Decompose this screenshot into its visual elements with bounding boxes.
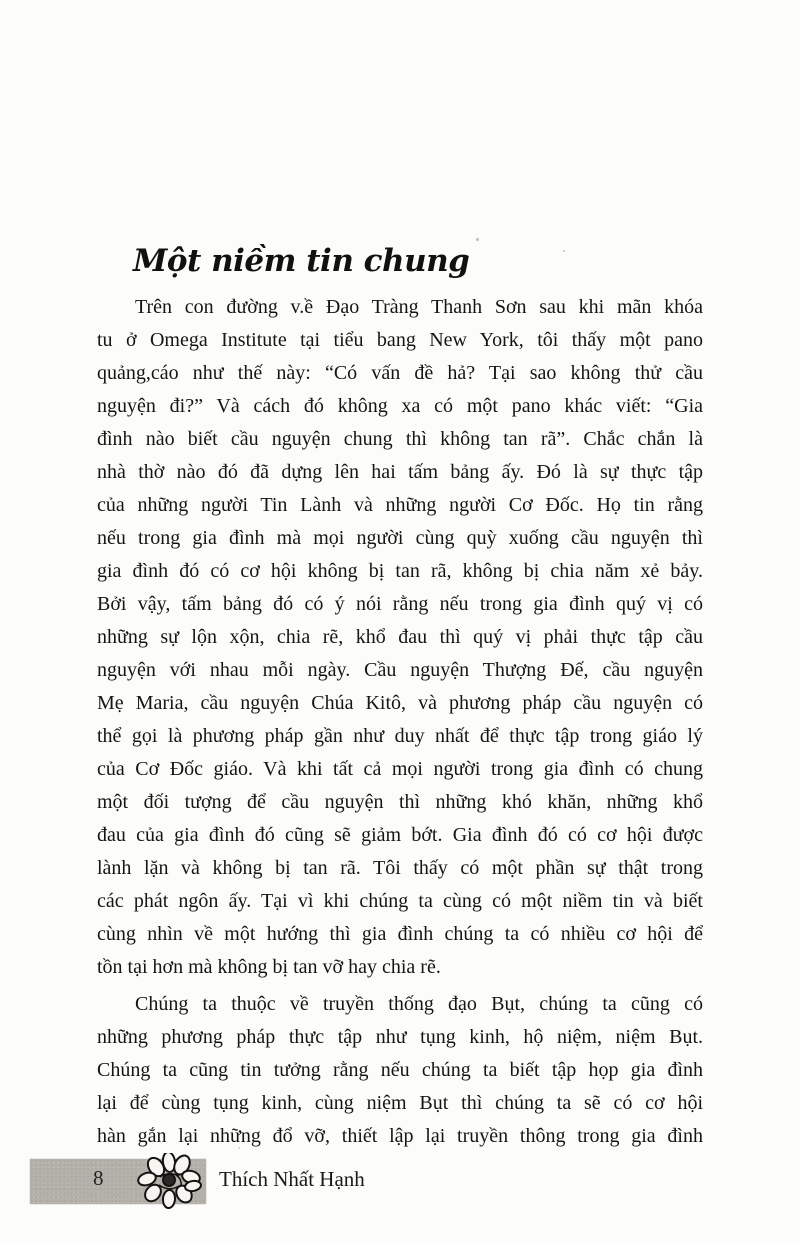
scan-speck <box>563 250 565 252</box>
text-line: tồn tại hơn mà không bị tan vỡ hay chia rẽ. <box>97 956 441 978</box>
text-line: Trên con đường v.ề Đạo Tràng Thanh Sơn sau khi mãn khóa <box>135 296 703 318</box>
text-line: lại để cùng tụng kinh, cùng niệm Bụt thì chúng ta sẽ có cơ hội <box>97 1092 703 1114</box>
paragraph-1 <box>97 291 703 984</box>
text-line: đau của gia đình đó cũng sẽ giảm bớt. Gia đình đó có cơ hội được <box>97 824 703 846</box>
text-line: đình nào biết cầu nguyện chung thì không tan rã”. Chắc chắn là <box>97 428 703 450</box>
text-line: Chúng ta cũng tin tưởng rằng nếu chúng ta biết tập họp gia đình <box>97 1059 703 1081</box>
footer-author: Thích Nhất Hạnh <box>219 1167 365 1191</box>
text-line: những phương pháp thực tập như tụng kinh, hộ niệm, niệm Bụt. <box>97 1026 703 1048</box>
text-line: nguyện với nhau mỗi ngày. Cầu nguyện Thượng Đế, cầu nguyện <box>97 659 703 681</box>
text-line: cùng nhìn về một hướng thì gia đình chúng ta có nhiều cơ hội để <box>97 923 703 945</box>
text-line: của Cơ Đốc giáo. Và khi tất cả mọi người trong gia đình có chung <box>97 758 703 780</box>
text-line: của những người Tin Lành và những người Cơ Đốc. Họ tin rằng <box>97 494 703 516</box>
text-line: quảng,cáo như thế này: “Có vấn đề hả? Tại sao không thử cầu <box>97 362 703 384</box>
paragraph-2 <box>97 988 703 1153</box>
lotus-icon <box>136 1153 202 1209</box>
text-line: nếu trong gia đình mà mọi người cùng quỳ xuống cầu nguyện thì <box>97 527 703 549</box>
text-line: gia đình đó có cơ hội không bị tan rã, không bị chia năm xẻ bảy. <box>97 560 703 582</box>
text-line: một đối tượng để cầu nguyện thì những khó khăn, những khổ <box>97 791 703 813</box>
text-line: lành lặn và không bị tan rã. Tôi thấy có một phần sự thật trong <box>97 857 703 879</box>
chapter-title: Một niềm tin chung <box>133 242 470 279</box>
page-number: 8 <box>93 1166 104 1190</box>
text-line: Chúng ta thuộc về truyền thống đạo Bụt, chúng ta cũng có <box>135 993 703 1015</box>
text-line: tu ở Omega Institute tại tiểu bang New York, tôi thấy một pano <box>97 329 703 351</box>
text-line: hàn gắn lại những đổ vỡ, thiết lập lại truyền thông trong gia đình <box>97 1125 703 1147</box>
text-line: nhà thờ nào đó đã dựng lên hai tấm bảng ấy. Đó là sự thực tập <box>97 461 703 483</box>
text-line: Mẹ Maria, cầu nguyện Chúa Kitô, và phương pháp cầu nguyện có <box>97 692 703 714</box>
text-line: nguyện đi?” Và cách đó không xa có một pano khác viết: “Gia <box>97 395 703 417</box>
text-line: thể gọi là phương pháp gần như duy nhất để thực tập trong giáo lý <box>97 725 703 747</box>
text-line: các phát ngôn ấy. Tại vì khi chúng ta cùng có một niềm tin và biết <box>97 890 703 912</box>
scan-speck <box>476 238 479 241</box>
text-line: những sự lộn xộn, chia rẽ, khổ đau thì quý vị phải thực tập cầu <box>97 626 703 648</box>
text-line: Bởi vậy, tấm bảng đó có ý nói rằng nếu trong gia đình quý vị có <box>97 593 703 615</box>
